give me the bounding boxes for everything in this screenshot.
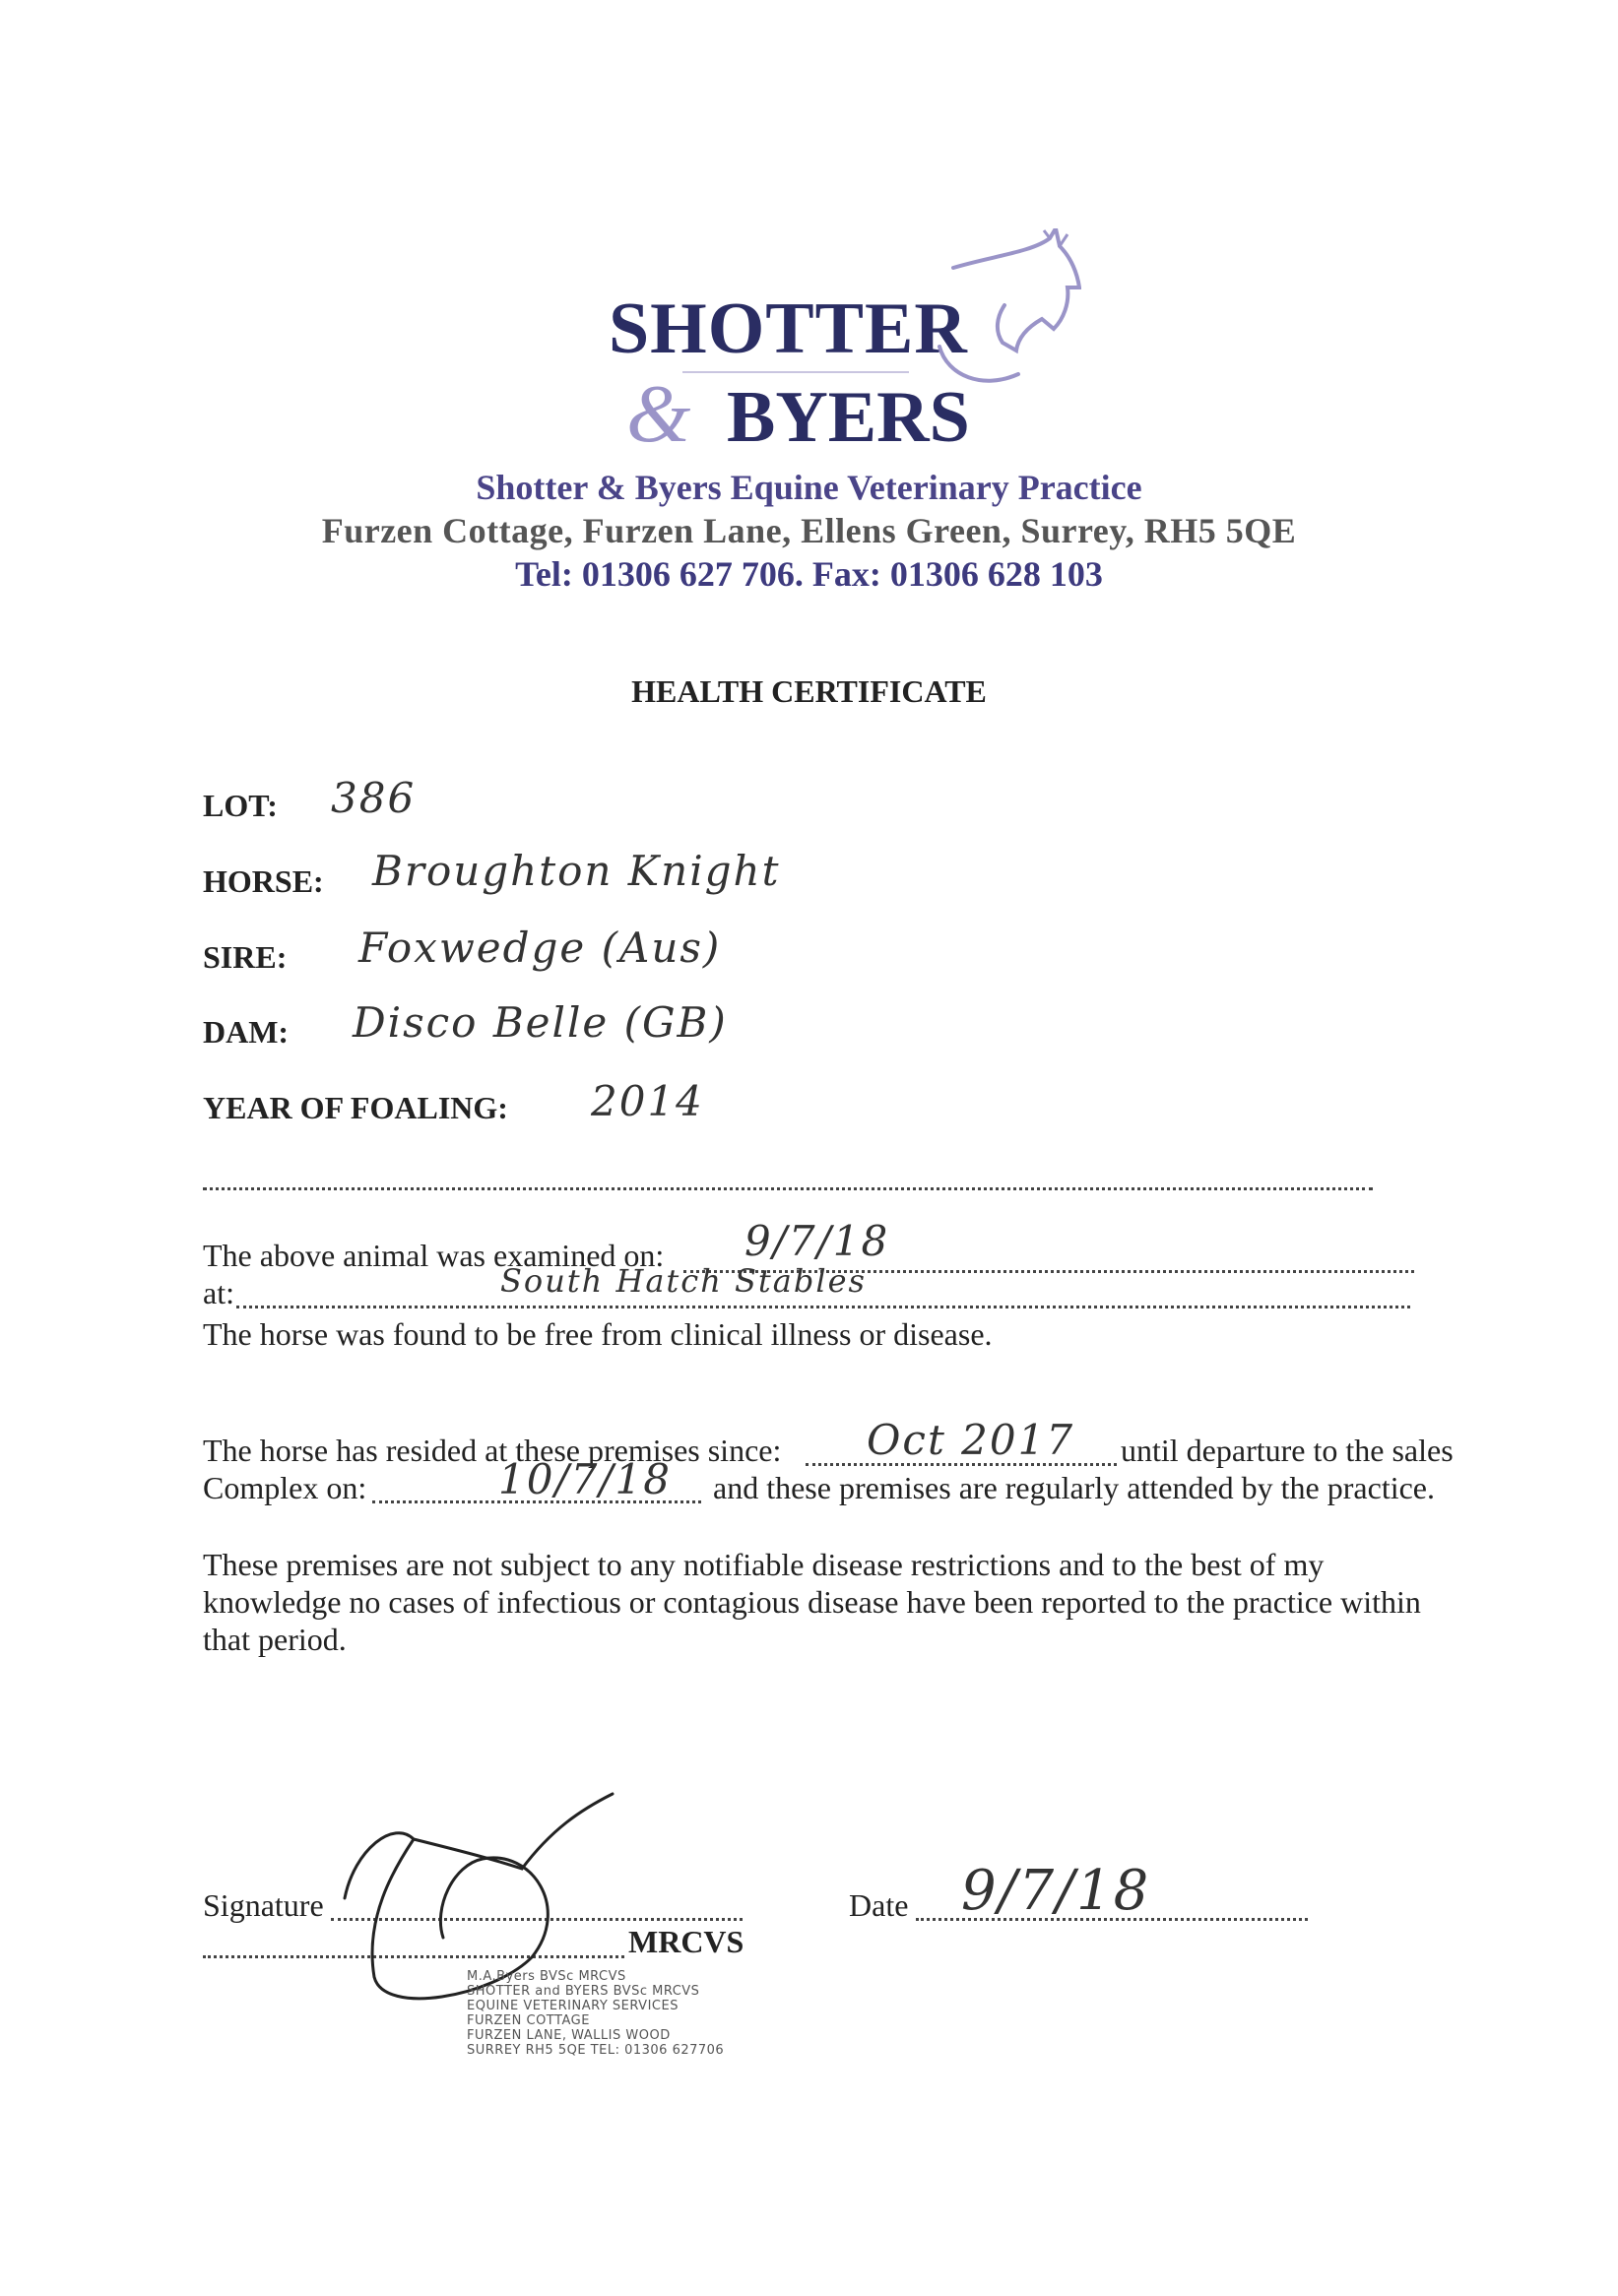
date-value: 9/7/18 — [961, 1859, 1151, 1923]
date-label: Date — [849, 1887, 909, 1923]
practice-stamp — [467, 1969, 762, 2058]
at-value: South Hatch Stables — [500, 1262, 867, 1300]
year-label: YEAR OF FOALING: — [203, 1090, 508, 1125]
statement-line-2: knowledge no cases of infectious or contagious disease have been reported to the practice within — [203, 1584, 1421, 1620]
statement-line-3: that period. — [203, 1622, 347, 1657]
stamp-line-1: M.A.Byers BVSc MRCVS — [467, 1969, 626, 1984]
examination-result: The horse was found to be free from clinical illness or disease. — [203, 1316, 993, 1352]
logo-ampersand: & — [626, 368, 691, 460]
logo-byers: BYERS — [727, 377, 970, 458]
practice-logo — [609, 228, 1062, 460]
at-prefix: at: — [203, 1275, 234, 1310]
document-title: HEALTH CERTIFICATE — [631, 673, 987, 709]
stamp-line-2: SHOTTER and BYERS BVSc MRCVS — [467, 1984, 700, 1999]
practice-name: Shotter & Byers Equine Veterinary Practice — [476, 468, 1142, 507]
at-line — [236, 1306, 1410, 1308]
separator-line — [203, 1187, 1373, 1190]
since-value: Oct 2017 — [867, 1416, 1075, 1464]
lot-label: LOT: — [203, 788, 278, 823]
practice-address: Furzen Cottage, Furzen Lane, Ellens Green, Surrey, RH5 5QE — [321, 511, 1297, 550]
horse-value: Broughton Knight — [372, 847, 781, 895]
dam-value: Disco Belle (GB) — [353, 998, 728, 1047]
stamp-line-3: EQUINE VETERINARY SERVICES — [467, 1999, 679, 2013]
logo-strapline — [682, 368, 909, 376]
until-text: until departure to the sales — [1121, 1433, 1454, 1468]
resided-prefix: The horse has resided at these premises since: — [203, 1433, 782, 1468]
examined-date-value: 9/7/18 — [744, 1217, 890, 1265]
dam-label: DAM: — [203, 1014, 290, 1050]
practice-contact: Tel: 01306 627 706. Fax: 01306 628 103 — [515, 554, 1103, 594]
complex-prefix: Complex on: — [203, 1470, 367, 1505]
logo-shotter: SHOTTER — [609, 288, 968, 369]
year-value: 2014 — [591, 1077, 704, 1125]
sire-value: Foxwedge (Aus) — [358, 924, 722, 972]
attended-text: and these premises are regularly attended by the practice. — [713, 1470, 1435, 1505]
stamp-line-6: SURREY RH5 5QE TEL: 01306 627706 — [467, 2043, 725, 2058]
complex-value: 10/7/18 — [498, 1455, 672, 1503]
lot-value: 386 — [331, 774, 417, 822]
mrcvs-label: MRCVS — [628, 1924, 744, 1959]
horse-label: HORSE: — [203, 863, 324, 899]
statement-line-1: These premises are not subject to any notifiable disease restrictions and to the best of my — [203, 1547, 1325, 1582]
stamp-line-4: FURZEN COTTAGE — [467, 2013, 590, 2028]
sire-label: SIRE: — [203, 939, 288, 975]
signature-label: Signature — [203, 1887, 324, 1923]
stamp-line-5: FURZEN LANE, WALLIS WOOD — [467, 2028, 671, 2043]
examined-prefix: The above animal was examined on: — [203, 1238, 665, 1273]
